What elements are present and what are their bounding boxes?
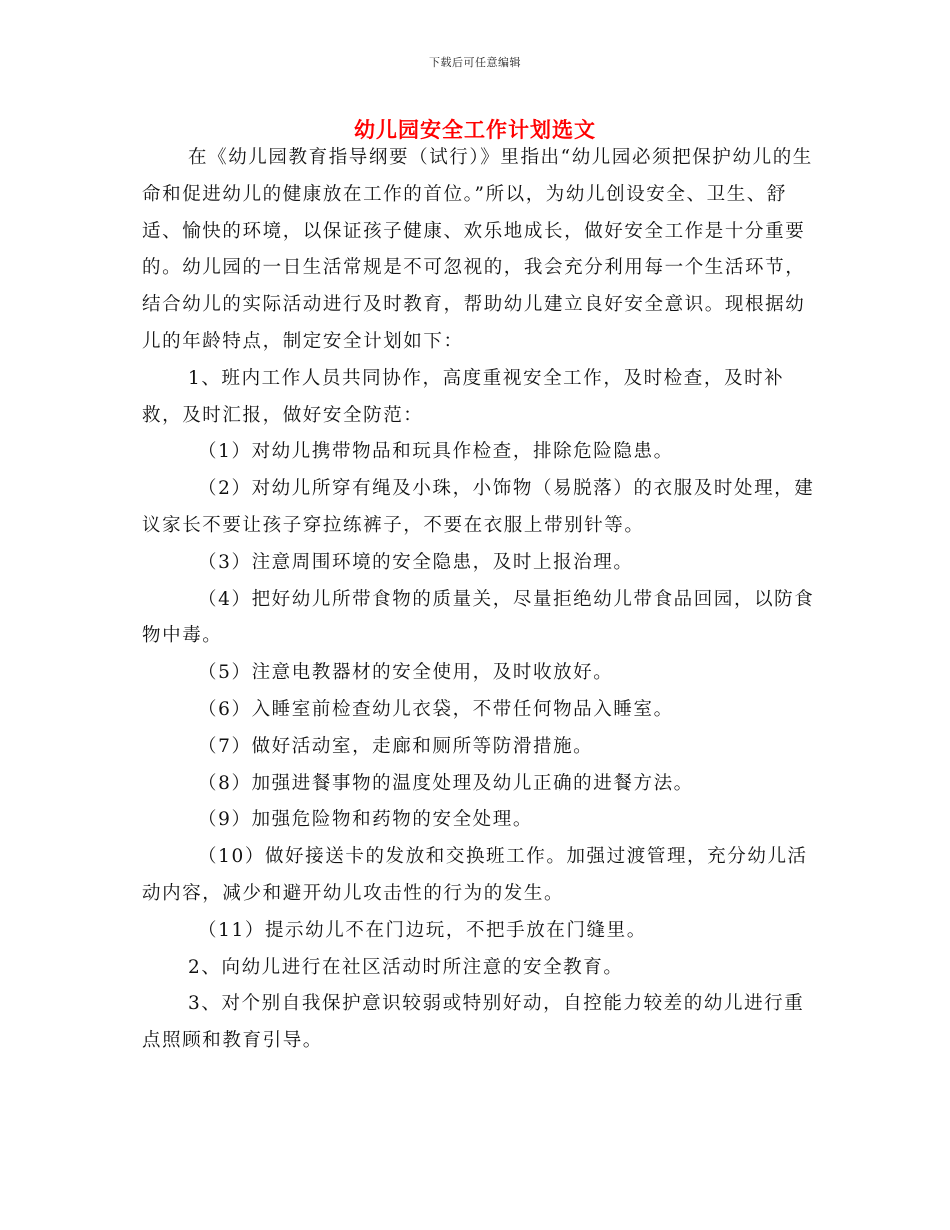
sub-item-5: （5）注意电教器材的安全使用，及时收放好。 [198, 662, 614, 684]
intro-paragraph: 在《幼儿园教育指导纲要（试行）》里指出“幼儿园必须把保护幼儿的生命和促进幼儿的健康放在工作的首位。”所以，为幼儿创设安全、卫生、舒适、愉快的环境，以保证孩子健康、欢乐地成长，做好安全工作是十分重要的。幼儿园的一日生活常规是不可忽视的，我会充分利用每一个生活环节，结合幼儿的实际活动进行及时教育，帮助幼儿建立良好安全意识。现根据幼儿的年龄特点，制定安全计划如下： [142, 147, 813, 352]
sub-item-9: （9）加强危险物和药物的安全处理。 [198, 809, 533, 831]
item-1: 1、班内工作人员共同协作，高度重视安全工作，及时检查，及时补救，及时汇报，做好安全防范： [142, 367, 785, 426]
sub-item-7: （7）做好活动室，走廊和厕所等防滑措施。 [198, 735, 594, 757]
sub-item-11: （11）提示幼儿不在门边玩，不把手放在门缝里。 [198, 919, 647, 941]
item-2: 2、向幼儿进行在社区活动时所注意的安全教育。 [188, 956, 624, 978]
sub-item-1: （1）对幼儿携带物品和玩具作检查，排除危险隐患。 [198, 441, 674, 463]
sub-item-8: （8）加强进餐事物的温度处理及幼儿正确的进餐方法。 [198, 772, 694, 794]
sub-item-4: （4）把好幼儿所带食物的质量关，尽量拒绝幼儿带食品回园，以防食物中毒。 [142, 588, 815, 647]
sub-item-3: （3）注意周围环境的安全隐患，及时上报治理。 [198, 551, 634, 573]
sub-item-2: （2）对幼儿所穿有绳及小珠，小饰物（易脱落）的衣服及时处理，建议家长不要让孩子穿拉练裤子，不要在衣服上带别针等。 [142, 478, 815, 536]
sub-item-10: （10）做好接送卡的发放和交换班工作。加强过渡管理，充分幼儿活动内容，减少和避开幼儿攻击性的行为的发生。 [142, 846, 808, 904]
document-body [142, 140, 822, 1060]
sub-item-6: （6）入睡室前检查幼儿衣袋，不带任何物品入睡室。 [198, 698, 674, 720]
item-3: 3、对个别自我保护意识较弱或特别好动，自控能力较差的幼儿进行重点照顾和教育引导。 [142, 993, 805, 1052]
page-header: 下载后可任意编辑 [429, 56, 521, 69]
document-title: 幼儿园安全工作计划选文 [354, 117, 596, 142]
